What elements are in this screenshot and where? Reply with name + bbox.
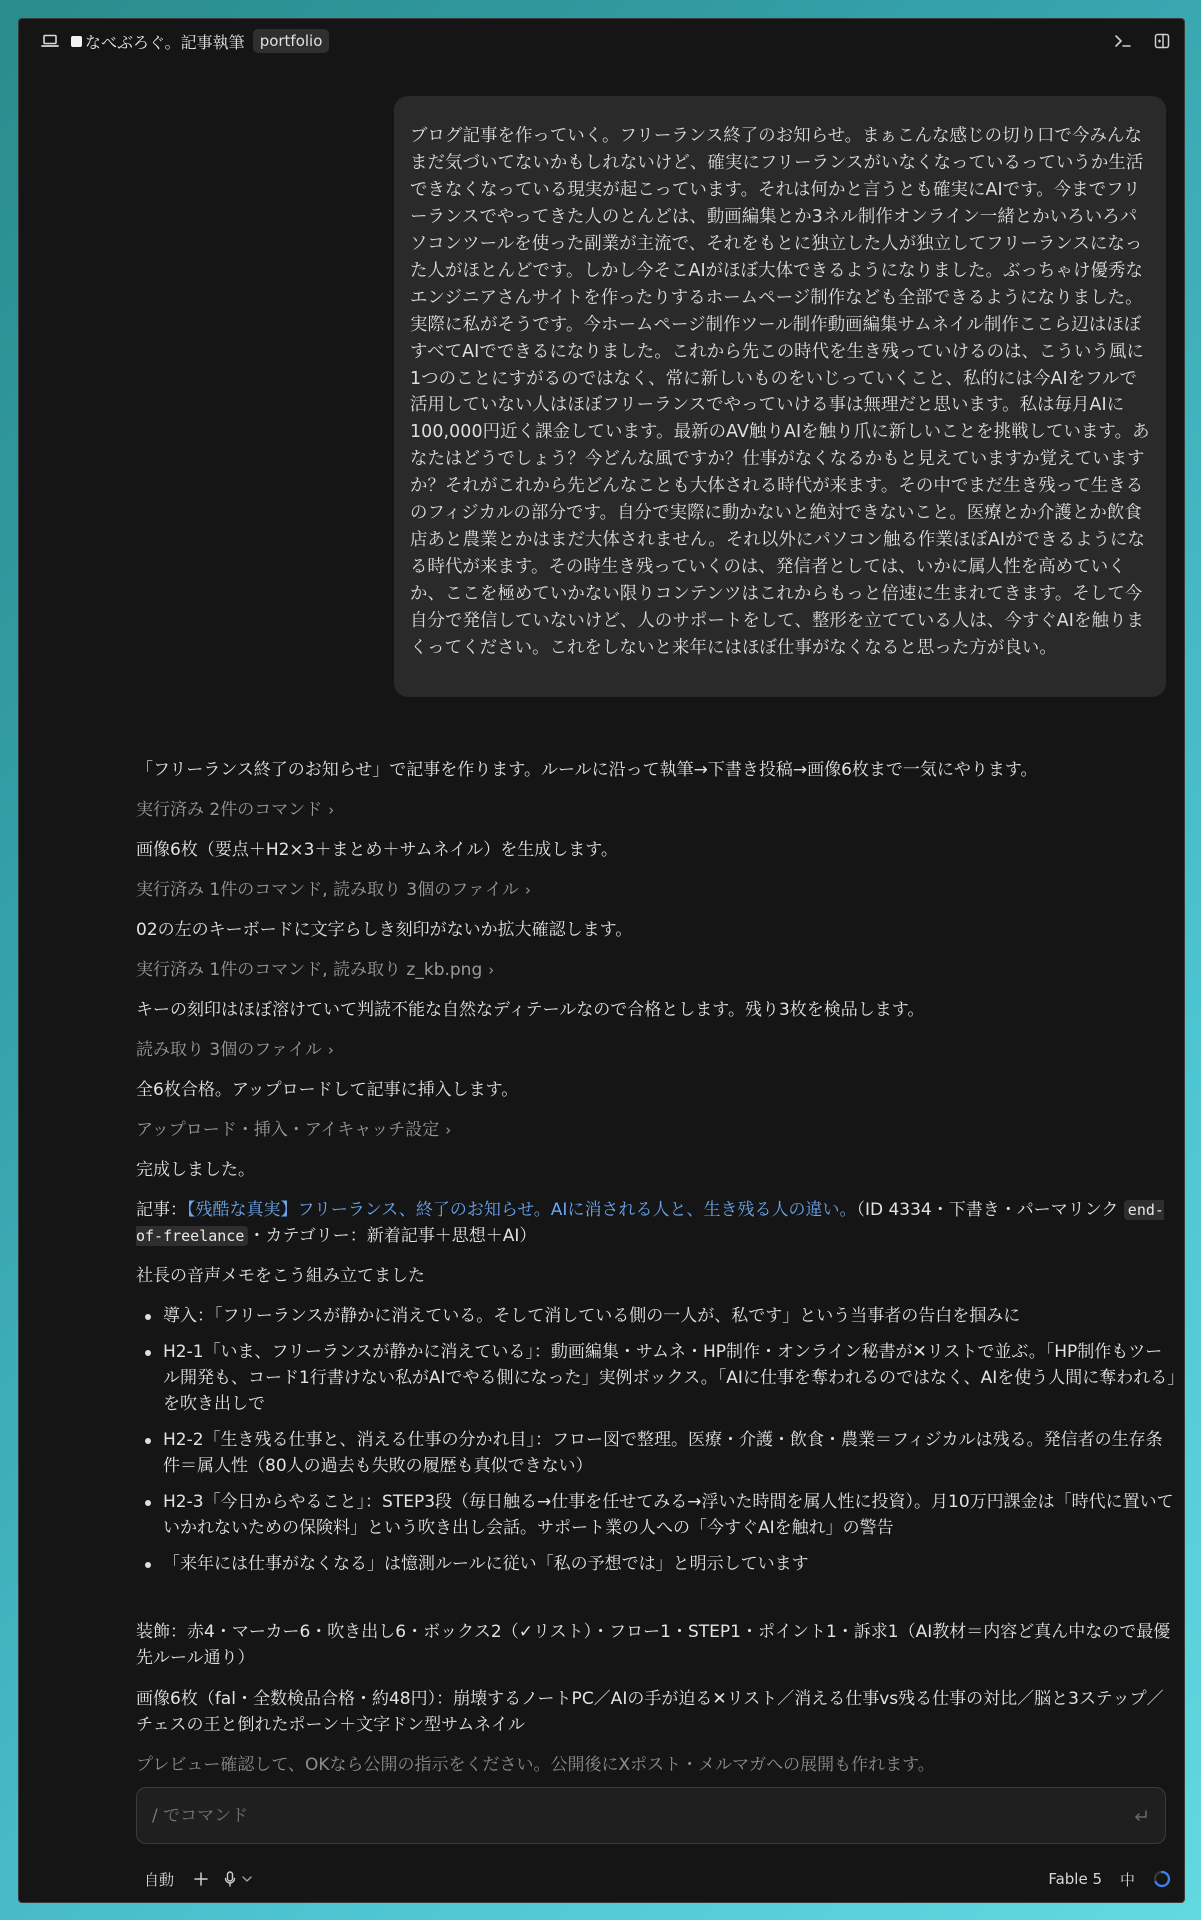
assistant-intro: 「フリーランス終了のお知らせ」で記事を作ります。ルールに沿って執筆→下書き投稿→画像6枚まで一気にやります。 — [136, 760, 1038, 780]
closing-message: プレビュー確認して、OKなら公開の指示をください。公開後にXポスト・メルマガへの展開も作れます。 — [136, 1755, 935, 1775]
tool-step-2[interactable] — [136, 877, 1176, 903]
article-prefix: 記事： — [136, 1200, 187, 1220]
microphone-icon — [224, 1871, 236, 1887]
chevron-right-icon: › — [488, 961, 495, 979]
enter-icon[interactable] — [1133, 1809, 1149, 1823]
tool-step-label: アップロード・挿入・アイキャッチ設定 — [136, 1120, 440, 1140]
article-category: ・カテゴリー：新着記事＋思想＋AI） — [248, 1226, 537, 1246]
app-window — [18, 18, 1185, 1903]
permalink-code: end-of-freelance — [136, 1201, 1164, 1245]
article-link[interactable]: 【残酷な真実】フリーランス、終了のお知らせ。AIに消される人と、生き残る人の違い。 — [187, 1200, 857, 1220]
terminal-icon[interactable] — [1114, 34, 1132, 48]
tool-step-5[interactable] — [136, 1117, 1176, 1143]
assistant-message-3: キーの刻印はほぼ溶けていて判読不能な自然なディテールなので合格とします。残り3枚を検品します。 — [136, 1000, 925, 1020]
list-item: H2-2「生き残る仕事と、消える仕事の分かれ目」：フロー図で整理。医療・介護・飲食・農業＝フィジカルは残る。発信者の生存条件＝属人性（80人の過去も失敗の履歴も真似できない） — [136, 1427, 1176, 1479]
mode-selector[interactable]: 自動 — [144, 1870, 175, 1889]
tool-step-1[interactable] — [136, 797, 1176, 823]
tool-step-label: 実行済み 2件のコマンド — [136, 800, 323, 820]
list-item: 「来年には仕事がなくなる」は憶測ルールに従い「私の予想では」と明示しています — [136, 1551, 1176, 1577]
user-message-bubble — [394, 96, 1166, 697]
project-tag[interactable]: portfolio — [253, 29, 330, 53]
session-title: なべぶろぐ。記事執筆 — [85, 32, 245, 52]
chevron-down-icon — [242, 1876, 252, 1882]
title-bar — [19, 19, 1184, 63]
tool-step-label: 実行済み 1件のコマンド, 読み取り 3個のファイル — [136, 880, 519, 900]
command-input[interactable] — [150, 1805, 1133, 1827]
structure-heading: 社長の音声メモをこう組み立てました — [136, 1266, 425, 1286]
tool-step-label: 実行済み 1件のコマンド, 読み取り z_kb.png — [136, 960, 483, 980]
tool-step-4[interactable] — [136, 1037, 1176, 1063]
assistant-message-1: 画像6枚（要点＋H2×3＋まとめ＋サムネイル）を生成します。 — [136, 840, 618, 860]
user-message-text: ブログ記事を作っていく。フリーランス終了のお知らせ。まぁこんな感じの切り口で今みんなまだ気づいてないかもしれないけど、確実にフリーランスがいなくなっているっていうか生活できなくなっている現実が起こっています。それは何かと言うとも確実にAIです。今までフリーランスでやってきた人のとんどは、動画編集とか3ネル制作オンライン一緒とかいろいろパソコンツールを使った副業が主流で、それをもとに独立した人が独立してフリーランスになった人がほとんどです。しかし今そこAIがほぼ大体できるようになりました。ぶっちゃけ優秀なエンジニアさんサイトを作ったりするホームページ制作なども全部できるようになりました。実際に私がそうです。今ホームページ制作ツール制作動画編集サムネイル制作ここら辺はほぼすべてAIでできるになりました。これから先この時代を生き残っていけるのは、こういう風に1つのことにすがるのではなく、常に新しいものをいじっていくこと、私的には今AIをフルで活用していない人はほぼフリーランスでやっていける事は無理だと思います。私は毎月AIに100,000円近く課金しています。最新のAV触りAIを触り爪に新しいことを挑戦しています。あなたはどうでしょう？今どんな風ですか？仕事がなくなるかもと見えていますか覚えていますか？それがこれから先どんなことも大体される時代が来ます。その中でまだ生き残って生きるのフィジカルの部分です。自分で実際に動かないと絶対できないこと。医療とか介護とか飲食店あと農業とかはまだ大体されません。それ以外にパソコン触る作業ほぼAIができるようになる時代が来ます。その時生き残っていくのは、発信者としては、いかに属人性を高めていくか、ここを極めていかない限りコンテンツはこれからもっと倍速に生まれてきます。そして今自分で発信していないけど、人のサポートをして、整形を立てている人は、今すぐAIを触りまくってください。これをしないと来年にはほぼ仕事がなくなると思った方が良い。 — [410, 126, 1150, 658]
mic-button[interactable] — [224, 1871, 252, 1887]
article-summary — [136, 1197, 1176, 1249]
context-progress-icon — [1153, 1870, 1171, 1888]
decoration-summary: 装飾：赤4・マーカー6・吹き出し6・ボックス2（✓リスト）・フロー1・STEP1・ポイント1・訴求1（AI教材＝内容ど真ん中なので最優先ルール通り） — [136, 1622, 1171, 1668]
article-meta: （ID 4334・下書き・パーマリンク — [856, 1200, 1124, 1220]
plus-icon[interactable] — [194, 1872, 208, 1886]
tool-step-3[interactable] — [136, 957, 1176, 983]
images-summary: 画像6枚（fal・全数検品合格・約48円）：崩壊するノートPC／AIの手が迫る✕リスト／消える仕事vs残る仕事の対比／脳と3ステップ／チェスの王と倒れたポーン＋文字ドン型サムネイル — [136, 1689, 1164, 1735]
chevron-right-icon: › — [524, 881, 531, 899]
laptop-icon — [41, 34, 59, 48]
chevron-right-icon: › — [327, 1041, 334, 1059]
composer-box — [136, 1787, 1166, 1844]
list-item: 導入：「フリーランスが静かに消えている。そして消している側の一人が、私です」という当事者の告白を掴みに — [136, 1303, 1176, 1329]
square-emoji-icon — [71, 36, 82, 47]
chevron-right-icon: › — [328, 801, 335, 819]
composer-toolbar — [144, 1866, 1171, 1892]
done-message: 完成しました。 — [136, 1160, 255, 1180]
model-selector[interactable]: Fable 5 — [1048, 1870, 1102, 1888]
chevron-right-icon: › — [445, 1121, 452, 1139]
effort-selector[interactable]: 中 — [1119, 1870, 1135, 1889]
list-item: H2-3「今日からやること」：STEP3段（毎日触る→仕事を任せてみる→浮いた時間を属人性に投資）。月10万円課金は「時代に置いていかれないための保険料」という吹き出し会話。サポート業の人への「今すぐAIを触れ」の警告 — [136, 1489, 1176, 1541]
assistant-message-2: 02の左のキーボードに文字らしき刻印がないか拡大確認します。 — [136, 920, 633, 940]
panel-toggle-icon[interactable] — [1154, 33, 1170, 49]
structure-list — [136, 1303, 1176, 1577]
tool-step-label: 読み取り 3個のファイル — [136, 1040, 322, 1060]
list-item: H2-1「いま、フリーランスが静かに消えている」：動画編集・サムネ・HP制作・オンライン秘書が✕リストで並ぶ。「HP制作もツール開発も、コード1行書けない私がAIでやる側になった」実例ボックス。「AIに仕事を奪われるのではなく、AIを使う人間に奪われる」を吹き出しで — [136, 1339, 1176, 1417]
assistant-message-4: 全6枚合格。アップロードして記事に挿入します。 — [136, 1080, 519, 1100]
